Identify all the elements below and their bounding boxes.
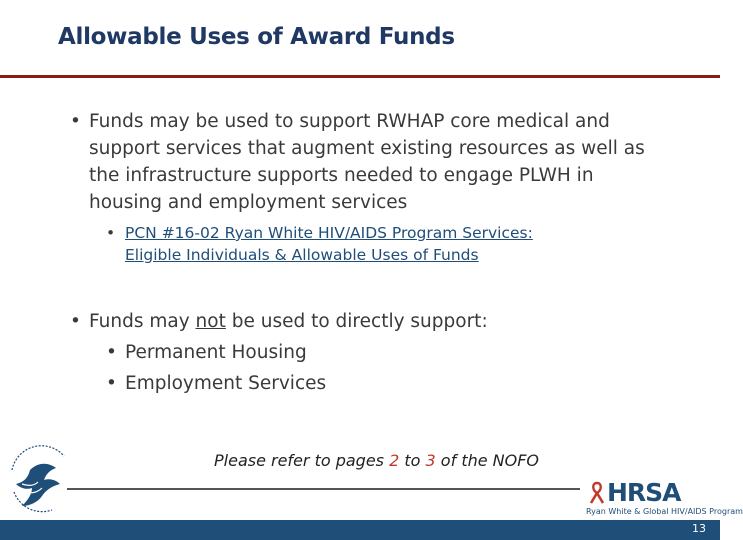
note-pre: Please refer to pages <box>214 451 390 470</box>
sub-bullet-text: Employment Services <box>125 373 327 394</box>
bullet-dot: • <box>106 224 116 242</box>
bullet-text-not: not <box>195 311 226 332</box>
bullet-dot: • <box>106 342 117 363</box>
bullet-text: Funds may be used to support RWHAP core medical and support services that augment existing resources as well as the infrastructure supports needed to engage PLWH in housing and employment services <box>89 111 645 213</box>
note-page-from: 2 <box>389 451 400 470</box>
title-divider <box>0 75 720 78</box>
sub-bullet-pcn-link <box>106 222 670 266</box>
note-mid: to <box>399 451 426 470</box>
sub-bullet-permanent-housing <box>106 337 670 368</box>
nofo-reference-note <box>214 451 539 470</box>
sub-bullet-text: Permanent Housing <box>125 342 307 363</box>
bullet-dot: • <box>70 311 81 332</box>
hhs-seal-logo <box>4 440 76 516</box>
bullet-text-pre: Funds may <box>89 311 196 332</box>
bullet-dot: • <box>106 373 117 394</box>
note-page-to: 3 <box>425 451 436 470</box>
footer-bar <box>0 520 720 540</box>
pcn-link-line-2: Eligible Individuals & Allowable Uses of Funds <box>125 246 479 264</box>
pcn-link[interactable] <box>125 224 533 264</box>
hrsa-logo-tagline: Ryan White & Global HIV/AIDS Program <box>586 507 743 516</box>
bullet-allowed-uses <box>70 108 670 216</box>
slide-content <box>70 108 670 399</box>
sub-bullet-employment-services <box>106 368 670 399</box>
slide-title: Allowable Uses of Award Funds <box>58 24 455 50</box>
footer-divider <box>67 488 580 490</box>
red-ribbon-icon <box>588 481 606 505</box>
bullet-text-post: be used to directly support: <box>225 311 488 332</box>
hrsa-logo-wordmark: HRSA <box>607 478 681 507</box>
note-post: of the NOFO <box>435 451 540 470</box>
pcn-link-line-1: PCN #16-02 Ryan White HIV/AIDS Program Services: <box>125 224 533 242</box>
bullet-not-allowed <box>70 306 670 337</box>
page-number: 13 <box>692 522 706 535</box>
bullet-dot: • <box>70 111 81 132</box>
